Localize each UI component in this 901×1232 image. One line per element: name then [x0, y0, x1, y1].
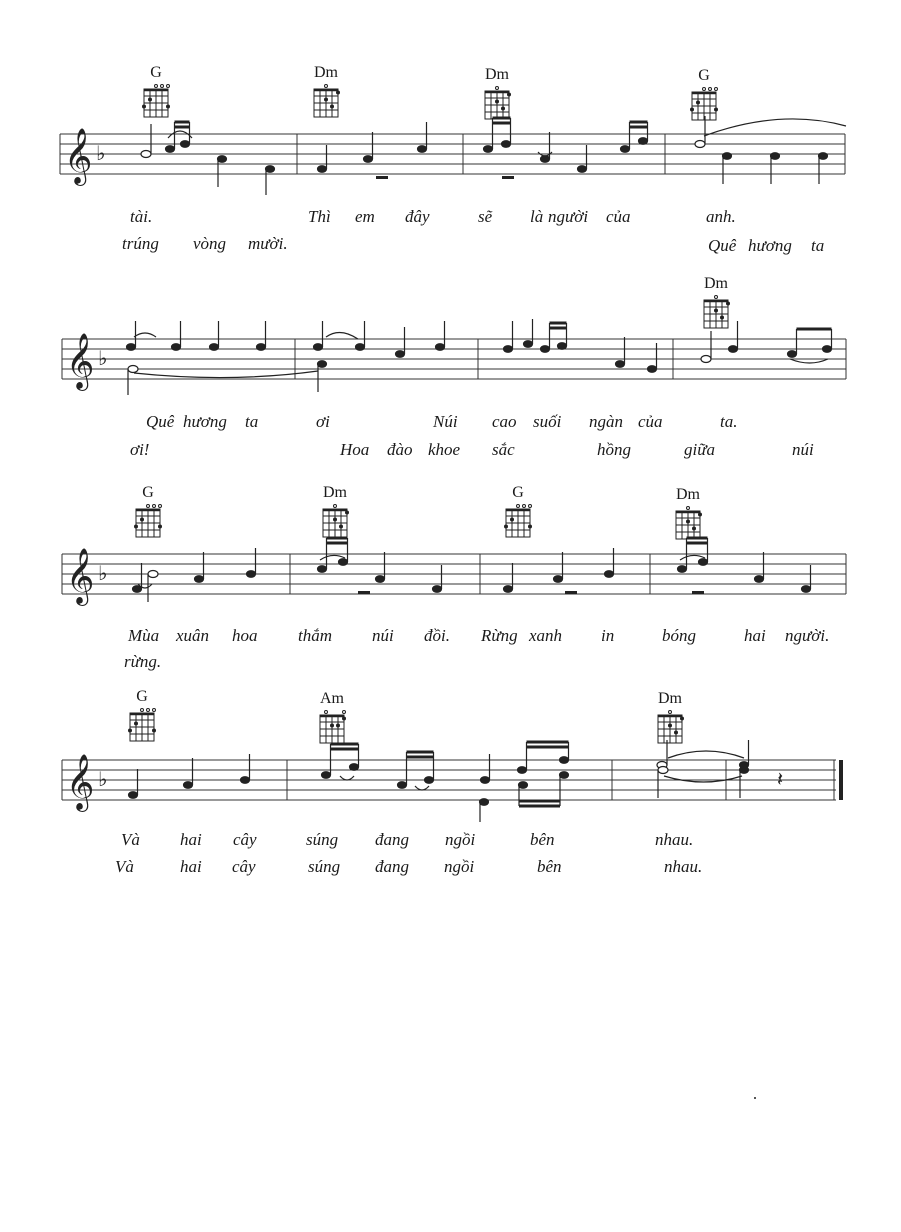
- chord-name: G: [512, 484, 524, 501]
- lyric-word: Và: [115, 857, 134, 876]
- svg-text:♭: ♭: [98, 561, 108, 585]
- lyric-word: in: [601, 626, 615, 645]
- lyric-word: cao: [492, 412, 517, 431]
- lyric-word: Hoa: [340, 440, 370, 459]
- chord-name: G: [698, 67, 710, 84]
- lyric-word: sẽ: [478, 207, 493, 226]
- chord-name: Dm: [314, 64, 338, 81]
- svg-text:𝄞: 𝄞: [66, 548, 95, 604]
- lyric-word: ơi!: [130, 440, 150, 459]
- lyric-word: ta.: [720, 412, 738, 431]
- lyric-word: nhau.: [664, 857, 703, 876]
- svg-text:𝄞: 𝄞: [64, 128, 93, 184]
- lyric-word: trúng: [122, 234, 159, 253]
- lyric-word: giữa: [684, 440, 715, 459]
- lyric-word: núi: [372, 626, 394, 645]
- chord-name: G: [142, 484, 154, 501]
- lyric-word: ngồi: [444, 857, 475, 876]
- lyric-word: tài.: [130, 207, 153, 226]
- lyric-word: Thì: [308, 207, 331, 226]
- lyric-word: của: [638, 412, 663, 431]
- lyric-word: vòng: [193, 234, 227, 253]
- lyric-word: đào: [387, 440, 413, 459]
- staff-system-3: [0, 530, 901, 620]
- lyric-word: Núi: [433, 412, 458, 431]
- lyric-word: Quê: [146, 412, 175, 431]
- lyric-word: ơi: [316, 412, 330, 431]
- lyric-word: hai: [180, 857, 202, 876]
- svg-text:𝄞: 𝄞: [66, 333, 95, 389]
- svg-text:♭: ♭: [96, 141, 106, 165]
- lyric-word: người.: [785, 626, 830, 645]
- lyric-word: bóng: [662, 626, 696, 645]
- lyric-word: hương: [183, 412, 227, 431]
- scan-speck: [754, 1097, 756, 1099]
- lyric-word: rừng.: [124, 652, 162, 671]
- chord-name: G: [136, 688, 148, 705]
- lyric-word: khoe: [428, 440, 461, 459]
- svg-text:♭: ♭: [98, 767, 108, 791]
- staff-system-1: [0, 110, 901, 200]
- chord-name: Dm: [676, 486, 700, 503]
- lyric-word: ta: [245, 412, 259, 431]
- staff-system-2: [0, 315, 901, 405]
- lyric-word: cây: [233, 830, 257, 849]
- svg-text:♭: ♭: [98, 346, 108, 370]
- chord-name: Dm: [323, 484, 347, 501]
- lyric-word: đang: [375, 857, 409, 876]
- lyric-word: xanh: [529, 626, 563, 645]
- chord-name: Am: [320, 690, 344, 707]
- lyric-word: hai: [180, 830, 202, 849]
- lyric-word: nhau.: [655, 830, 694, 849]
- lyric-word: súng: [308, 857, 341, 876]
- lyric-word: anh.: [706, 207, 736, 226]
- svg-text:𝄞: 𝄞: [66, 754, 95, 810]
- chord-name: G: [150, 64, 162, 81]
- lyric-word: ta: [811, 236, 825, 255]
- lyric-word: hương: [748, 236, 792, 255]
- chord-diagram-g: [122, 688, 162, 743]
- lyric-word: ngàn: [589, 412, 623, 431]
- lyric-word: thắm: [298, 626, 332, 645]
- lyric-word: Rừng: [481, 626, 518, 645]
- lyric-word: hai: [744, 626, 766, 645]
- lyric-word: suối: [533, 412, 562, 431]
- chord-name: Dm: [704, 275, 728, 292]
- chord-name: Dm: [658, 690, 682, 707]
- lyric-word: hoa: [232, 626, 258, 645]
- lyric-word: đây: [405, 207, 430, 226]
- lyric-word: đang: [375, 830, 409, 849]
- lyric-word: là: [530, 207, 544, 226]
- lyric-word: cây: [232, 857, 256, 876]
- lyric-word: bên: [530, 830, 555, 849]
- lyric-word: sắc: [492, 440, 515, 459]
- lyric-word: người: [548, 207, 589, 226]
- lyric-word: của: [606, 207, 631, 226]
- lyric-word: đồi.: [424, 626, 450, 645]
- lyric-word: xuân: [176, 626, 210, 645]
- lyric-word: súng: [306, 830, 339, 849]
- lyric-word: bên: [537, 857, 562, 876]
- lyric-word: mười.: [248, 234, 288, 253]
- lyric-word: núi: [792, 440, 814, 459]
- staff-system-4: [0, 736, 901, 826]
- svg-text:𝄽: 𝄽: [777, 767, 784, 791]
- lyric-word: ngồi: [445, 830, 476, 849]
- chord-name: Dm: [485, 66, 509, 83]
- lyric-word: hồng: [597, 440, 631, 459]
- lyric-word: em: [355, 207, 375, 226]
- lyric-word: Mùa: [128, 626, 160, 645]
- lyric-word: Quê: [708, 236, 737, 255]
- lyric-word: Và: [121, 830, 140, 849]
